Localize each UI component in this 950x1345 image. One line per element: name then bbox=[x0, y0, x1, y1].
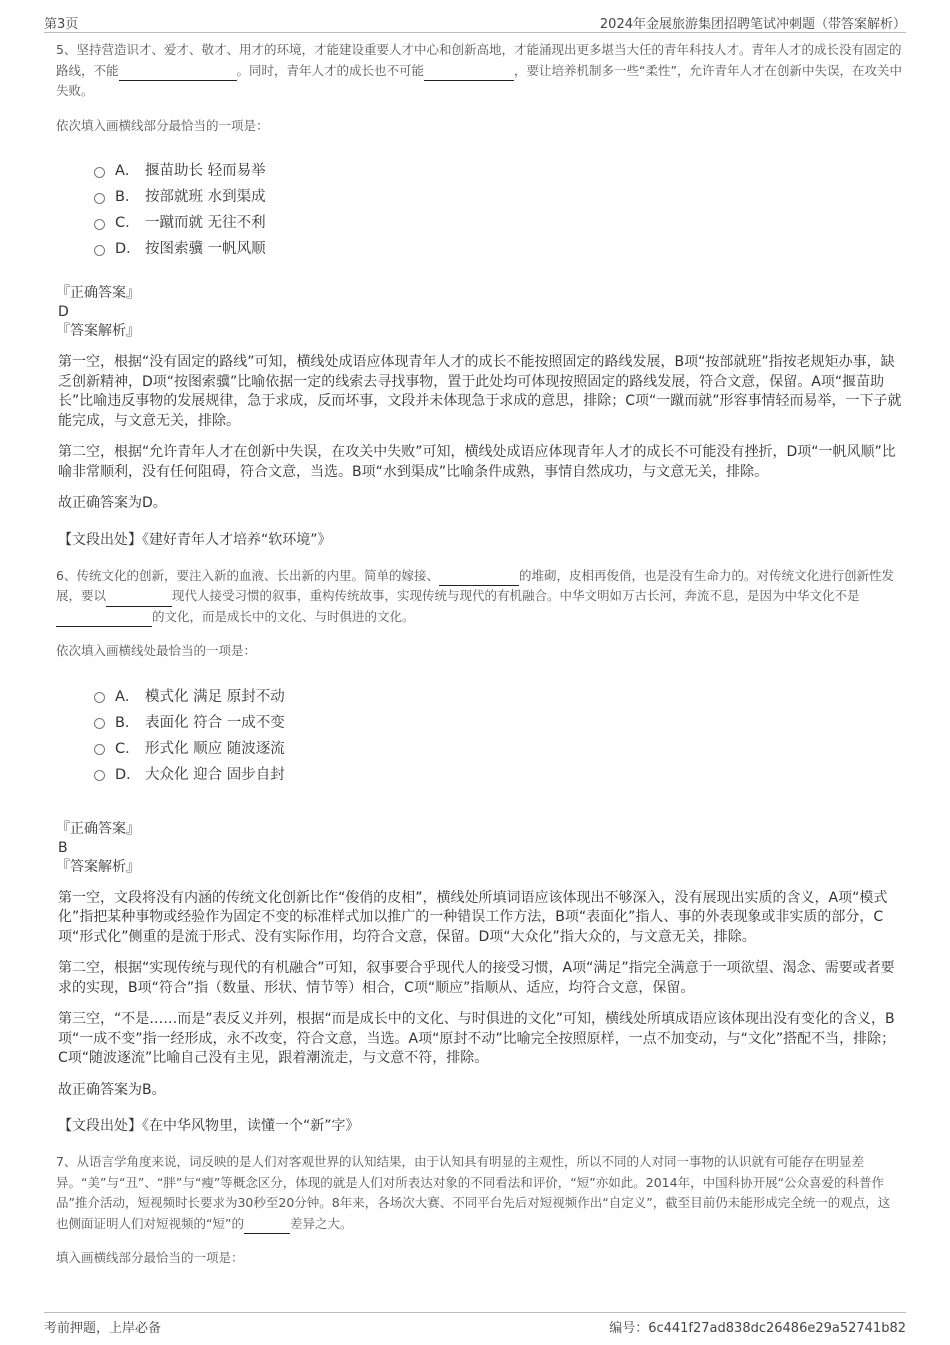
analysis-paragraph: 第一空，文段将没有内涵的传统文化创新比作“俊俏的皮相”，横线处所填词语应该体现出不够深入，没有展现出实质的含义，A项“模式化”指把某种事物或经验作为固定不变的标准样式加以推广的一种错误工作方法，B项“表面化”指人、事的外表现象或非实质的部分，C项“形式化”侧重的是流于形式、没有实际作用，均符合文意，保留。D项“大众化”指大众的，与文意无关，排除。 bbox=[58, 889, 888, 945]
option-c[interactable]: C． 一蹴而就 无往不利 bbox=[94, 210, 902, 236]
question-prompt: 填入画横线部分最恰当的一项是： bbox=[56, 1250, 244, 1265]
fill-blank bbox=[119, 66, 237, 81]
question-5 bbox=[56, 40, 902, 550]
question-prompt: 依次填入画横线部分最恰当的一项是： bbox=[56, 117, 269, 133]
option-a[interactable]: A． 揠苗助长 轻而易举 bbox=[94, 158, 902, 184]
analysis-paragraph: 第二空，根据“允许青年人才在创新中失误，在攻关中失败”可知，横线处成语应体现青年人才的成长不可能没有挫折，D项“一帆风顺”比喻非常顺利，没有任何阻碍，符合文意，当选。B项“水到渠成”比喻条件成熟，事情自然成功，与文意无关，排除。 bbox=[58, 444, 896, 480]
question-7 bbox=[56, 1152, 902, 1269]
correct-answer: B bbox=[58, 839, 68, 856]
analysis-conclusion: 故正确答案为D。 bbox=[58, 495, 167, 511]
option-d[interactable]: D． 大众化 迎合 固步自封 bbox=[94, 762, 902, 788]
footer-slogan: 考前押题，上岸必备 bbox=[44, 1321, 162, 1336]
page-header bbox=[44, 10, 906, 33]
radio-icon[interactable] bbox=[94, 193, 105, 204]
correct-answer: D bbox=[58, 304, 69, 320]
option-d[interactable]: D． 按图索骥 一帆风顺 bbox=[94, 236, 902, 262]
radio-icon[interactable] bbox=[94, 219, 105, 230]
question-stem: 6、传统文化的创新，要注入新的血液、长出新的内里。简单的嫁接、 的堆砌，皮相再俊俏，也是没有生命力的。对传统文化进行创新性发展，要以 现代人接受习惯的叙事，重构传统故事，实现传统与现代的有机融合。中华文明如万古长河，奔流不息，是因为中华文化不是的文化，而是成长中的文化、与时俱进的文化。 bbox=[56, 566, 902, 628]
analysis-label: 『答案解析』 bbox=[56, 858, 140, 875]
analysis-paragraph: 第三空，“不是……而是”表反义并列，根据“而是成长中的文化、与时俱进的文化”可知，横线处所填成语应该体现出没有变化的含义，B项“一成不变”指一经形成，永不改变，符合文意，当选。A项“原封不动”比喻完全按照原样，一点不加变动，与“文化”搭配不当，排除；C项“随波逐流”比喻自己没有主见，跟着潮流走，与文意不符，排除。 bbox=[58, 1011, 896, 1066]
correct-answer-label: 『正确答案』 bbox=[56, 285, 140, 301]
radio-icon[interactable] bbox=[94, 692, 105, 703]
option-list bbox=[94, 684, 902, 788]
radio-icon[interactable] bbox=[94, 245, 105, 256]
option-b[interactable]: B． 按部就班 水到渠成 bbox=[94, 184, 902, 210]
analysis-conclusion: 故正确答案为B。 bbox=[58, 1081, 166, 1098]
option-c[interactable]: C． 形式化 顺应 随波逐流 bbox=[94, 736, 902, 762]
question-stem: 5、坚持营造识才、爱才、敬才、用才的环境，才能建设重要人才中心和创新高地，才能涌现出更多堪当大任的青年科技人才。青年人才的成长没有固定的路线，不能 。同时，青年人才的成长也不可能 ，要让培养机制多一些“柔性”，允许青年人才在创新中失误，在攻关中失败。 bbox=[56, 42, 902, 98]
question-6 bbox=[56, 566, 902, 1137]
fill-blank bbox=[56, 612, 152, 627]
option-b[interactable]: B． 表面化 符合 一成不变 bbox=[94, 710, 902, 736]
document-body bbox=[56, 40, 902, 1291]
correct-answer-label: 『正确答案』 bbox=[56, 820, 140, 837]
radio-icon[interactable] bbox=[94, 718, 105, 729]
page-footer bbox=[44, 1312, 906, 1337]
page-number: 第3页 bbox=[44, 17, 79, 32]
option-a[interactable]: A． 模式化 满足 原封不动 bbox=[94, 684, 902, 710]
document-title: 2024年金展旅游集团招聘笔试冲刺题（带答案解析） bbox=[599, 17, 906, 32]
source-citation: 【文段出处】《在中华风物里，读懂一个“新”字》 bbox=[58, 1118, 360, 1134]
fill-blank bbox=[244, 1219, 290, 1234]
radio-icon[interactable] bbox=[94, 744, 105, 755]
analysis-paragraph: 第二空，根据“实现传统与现代的有机融合”可知，叙事要合乎现代人的接受习惯，A项“满足”指完全满意于一项欲望、渴念、需要或者要求的实现，B项“符合”指（数量、形状、情节等）相合，C项“顺应”指顺从、适应，均符合文意，保留。 bbox=[58, 960, 895, 996]
document-code: 编号：6c441f27ad838dc26486e29a52741b82 bbox=[609, 1321, 906, 1336]
question-stem: 7、从语言学角度来说，词反映的是人们对客观世界的认知结果，由于认知具有明显的主观性，所以不同的人对同一事物的认识就有可能存在明显差异。“美”与“丑”、“胖”与“瘦”等概念区分，体现的就是人们对所表达对象的不同看法和评价，“短”亦如此。2014年，中国科协开展“公众喜爱的科普作品”推介活动，短视频时长要求为30秒至20分钟。8年来，各场次大赛、不同平台先后对短视频作出“自定义”，截至目前仍未能形成完全统一的观点，这也侧面证明人们对短视频的“短”的 差异之大。 bbox=[56, 1152, 902, 1234]
source-citation: 【文段出处】《建好青年人才培养“软环境”》 bbox=[58, 531, 332, 548]
fill-blank bbox=[439, 571, 519, 586]
fill-blank bbox=[106, 592, 172, 607]
radio-icon[interactable] bbox=[94, 770, 105, 781]
analysis-label: 『答案解析』 bbox=[56, 323, 140, 339]
question-prompt: 依次填入画横线处最恰当的一项是： bbox=[56, 643, 257, 658]
fill-blank bbox=[424, 66, 514, 81]
analysis-paragraph: 第一空，根据“没有固定的路线”可知，横线处成语应体现青年人才的成长不能按照固定的路线发展，B项“按部就班”指按老规矩办事，缺乏创新精神，D项“按图索骥”比喻依据一定的线索去寻找事物，置于此处均可体现按照固定的路线发展，符合文意，保留。A项“揠苗助长”比喻违反事物的发展规律，急于求成，反而坏事，文段并未体现急于求成的意思，排除；C项“一蹴而就”形容事情轻而易举，一下子就能完成，与文意无关，排除。 bbox=[58, 354, 902, 429]
radio-icon[interactable] bbox=[94, 167, 105, 178]
option-list bbox=[94, 158, 902, 262]
